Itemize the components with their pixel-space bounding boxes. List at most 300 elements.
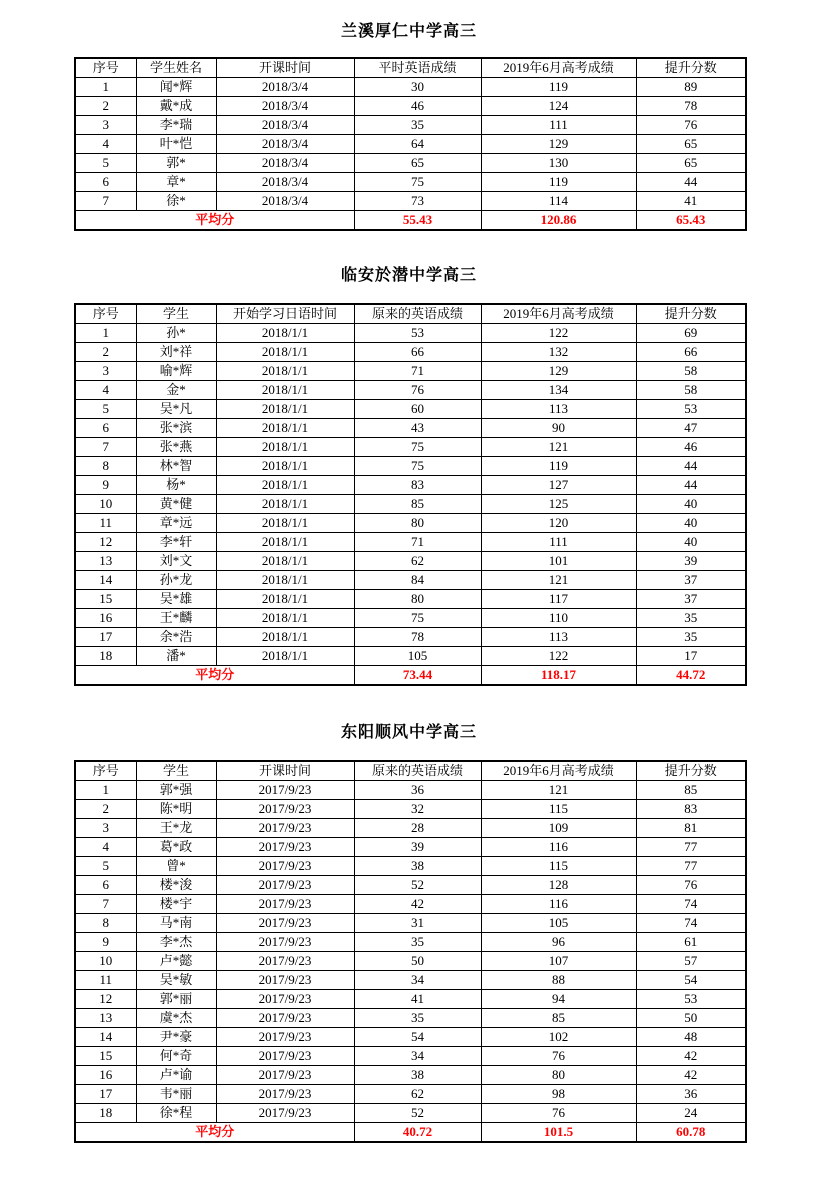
- cell: 111: [481, 533, 636, 552]
- cell: 98: [481, 1085, 636, 1104]
- cell: 何*奇: [136, 1047, 216, 1066]
- average-row: [75, 666, 746, 686]
- cell: 6: [75, 173, 136, 192]
- cell: 66: [636, 343, 746, 362]
- table-row: [75, 952, 746, 971]
- cell: 80: [481, 1066, 636, 1085]
- cell: 1: [75, 324, 136, 343]
- table-row: [75, 800, 746, 819]
- cell: 35: [354, 1009, 481, 1028]
- cell: 余*浩: [136, 628, 216, 647]
- cell: 127: [481, 476, 636, 495]
- table-title: 临安於潜中学高三: [340, 267, 477, 284]
- cell: 80: [354, 590, 481, 609]
- cell: 115: [481, 857, 636, 876]
- table-row: [75, 895, 746, 914]
- cell: 96: [481, 933, 636, 952]
- cell: 58: [636, 362, 746, 381]
- table-row: [75, 400, 746, 419]
- cell: 7: [75, 438, 136, 457]
- cell: 116: [481, 838, 636, 857]
- cell: 4: [75, 135, 136, 154]
- cell: 52: [354, 876, 481, 895]
- cell: 48: [636, 1028, 746, 1047]
- cell: 42: [354, 895, 481, 914]
- column-header: 2019年6月高考成绩: [481, 761, 636, 781]
- cell: 2017/9/23: [216, 781, 354, 800]
- cell: 121: [481, 438, 636, 457]
- cell: 74: [636, 895, 746, 914]
- cell: 孙*: [136, 324, 216, 343]
- cell: 章*远: [136, 514, 216, 533]
- cell: 76: [481, 1104, 636, 1123]
- table-row: [75, 343, 746, 362]
- cell: 2017/9/23: [216, 1066, 354, 1085]
- cell: 50: [354, 952, 481, 971]
- average-value: 120.86: [481, 211, 636, 231]
- cell: 116: [481, 895, 636, 914]
- table-row: [75, 647, 746, 666]
- cell: 2017/9/23: [216, 1047, 354, 1066]
- cell: 60: [354, 400, 481, 419]
- cell: 2017/9/23: [216, 990, 354, 1009]
- cell: 76: [636, 116, 746, 135]
- cell: 30: [354, 78, 481, 97]
- cell: 28: [354, 819, 481, 838]
- cell: 2017/9/23: [216, 952, 354, 971]
- cell: 12: [75, 533, 136, 552]
- cell: 83: [636, 800, 746, 819]
- cell: 52: [354, 1104, 481, 1123]
- cell: 18: [75, 647, 136, 666]
- table-row: [75, 419, 746, 438]
- cell: 35: [636, 609, 746, 628]
- column-header: 学生姓名: [136, 58, 216, 78]
- cell: 53: [636, 990, 746, 1009]
- cell: 109: [481, 819, 636, 838]
- cell: 2018/1/1: [216, 514, 354, 533]
- average-value: 40.72: [354, 1123, 481, 1143]
- average-value: 65.43: [636, 211, 746, 231]
- cell: 17: [75, 1085, 136, 1104]
- cell: 12: [75, 990, 136, 1009]
- cell: 37: [636, 571, 746, 590]
- cell: 2018/3/4: [216, 192, 354, 211]
- column-header: 平时英语成绩: [354, 58, 481, 78]
- cell: 76: [354, 381, 481, 400]
- column-header: 学生: [136, 761, 216, 781]
- cell: 13: [75, 1009, 136, 1028]
- cell: 楼*宇: [136, 895, 216, 914]
- cell: 2018/1/1: [216, 628, 354, 647]
- table-row: [75, 495, 746, 514]
- cell: 2018/1/1: [216, 609, 354, 628]
- cell: 105: [481, 914, 636, 933]
- cell: 58: [636, 381, 746, 400]
- average-label: 平均分: [75, 211, 354, 231]
- cell: 31: [354, 914, 481, 933]
- column-header: 开课时间: [216, 761, 354, 781]
- cell: 66: [354, 343, 481, 362]
- cell: 34: [354, 971, 481, 990]
- cell: 金*: [136, 381, 216, 400]
- column-header: 开始学习日语时间: [216, 304, 354, 324]
- cell: 76: [481, 1047, 636, 1066]
- cell: 18: [75, 1104, 136, 1123]
- table-row: [75, 514, 746, 533]
- cell: 6: [75, 876, 136, 895]
- column-header: 提升分数: [636, 304, 746, 324]
- cell: 44: [636, 457, 746, 476]
- cell: 喻*辉: [136, 362, 216, 381]
- cell: 75: [354, 609, 481, 628]
- cell: 85: [481, 1009, 636, 1028]
- cell: 35: [354, 116, 481, 135]
- cell: 71: [354, 533, 481, 552]
- cell: 李*瑞: [136, 116, 216, 135]
- table-row: [75, 324, 746, 343]
- table-row: [75, 876, 746, 895]
- cell: 64: [354, 135, 481, 154]
- cell: 2018/1/1: [216, 590, 354, 609]
- header-row: [75, 761, 746, 781]
- average-row: [75, 211, 746, 231]
- cell: 2018/1/1: [216, 647, 354, 666]
- cell: 2: [75, 800, 136, 819]
- score-table: [74, 57, 747, 231]
- cell: 2018/1/1: [216, 381, 354, 400]
- cell: 117: [481, 590, 636, 609]
- cell: 徐*: [136, 192, 216, 211]
- cell: 128: [481, 876, 636, 895]
- cell: 94: [481, 990, 636, 1009]
- cell: 134: [481, 381, 636, 400]
- cell: 9: [75, 933, 136, 952]
- cell: 2018/1/1: [216, 533, 354, 552]
- table-row: [75, 154, 746, 173]
- cell: 3: [75, 362, 136, 381]
- table-row: [75, 571, 746, 590]
- cell: 2018/1/1: [216, 495, 354, 514]
- table-row: [75, 609, 746, 628]
- cell: 77: [636, 838, 746, 857]
- cell: 郭*强: [136, 781, 216, 800]
- cell: 章*: [136, 173, 216, 192]
- cell: 2018/3/4: [216, 154, 354, 173]
- cell: 115: [481, 800, 636, 819]
- cell: 2018/3/4: [216, 78, 354, 97]
- table-wrapper: [74, 760, 747, 1143]
- cell: 54: [354, 1028, 481, 1047]
- cell: 楼*浚: [136, 876, 216, 895]
- cell: 35: [354, 933, 481, 952]
- cell: 124: [481, 97, 636, 116]
- table-wrapper: [74, 57, 747, 231]
- cell: 61: [636, 933, 746, 952]
- cell: 林*智: [136, 457, 216, 476]
- cell: 44: [636, 476, 746, 495]
- cell: 76: [636, 876, 746, 895]
- table-row: [75, 1028, 746, 1047]
- cell: 王*麟: [136, 609, 216, 628]
- cell: 2018/1/1: [216, 324, 354, 343]
- cell: 10: [75, 952, 136, 971]
- cell: 73: [354, 192, 481, 211]
- table-row: [75, 1085, 746, 1104]
- cell: 90: [481, 419, 636, 438]
- cell: 2018/3/4: [216, 116, 354, 135]
- cell: 110: [481, 609, 636, 628]
- cell: 3: [75, 819, 136, 838]
- cell: 78: [354, 628, 481, 647]
- cell: 2017/9/23: [216, 819, 354, 838]
- column-header: 提升分数: [636, 58, 746, 78]
- cell: 孙*龙: [136, 571, 216, 590]
- cell: 15: [75, 590, 136, 609]
- table-row: [75, 476, 746, 495]
- cell: 36: [354, 781, 481, 800]
- cell: 2018/3/4: [216, 135, 354, 154]
- cell: 40: [636, 495, 746, 514]
- cell: 13: [75, 552, 136, 571]
- cell: 尹*豪: [136, 1028, 216, 1047]
- cell: 2017/9/23: [216, 971, 354, 990]
- average-value: 60.78: [636, 1123, 746, 1143]
- column-header: 学生: [136, 304, 216, 324]
- cell: 刘*文: [136, 552, 216, 571]
- score-table: [74, 760, 747, 1143]
- cell: 24: [636, 1104, 746, 1123]
- cell: 41: [354, 990, 481, 1009]
- cell: 李*轩: [136, 533, 216, 552]
- cell: 16: [75, 609, 136, 628]
- cell: 2017/9/23: [216, 933, 354, 952]
- cell: 119: [481, 78, 636, 97]
- cell: 14: [75, 1028, 136, 1047]
- cell: 71: [354, 362, 481, 381]
- cell: 35: [636, 628, 746, 647]
- cell: 42: [636, 1047, 746, 1066]
- cell: 42: [636, 1066, 746, 1085]
- cell: 戴*成: [136, 97, 216, 116]
- cell: 57: [636, 952, 746, 971]
- cell: 53: [354, 324, 481, 343]
- cell: 10: [75, 495, 136, 514]
- cell: 107: [481, 952, 636, 971]
- cell: 11: [75, 971, 136, 990]
- cell: 吴*雄: [136, 590, 216, 609]
- cell: 2018/1/1: [216, 571, 354, 590]
- cell: 50: [636, 1009, 746, 1028]
- cell: 2017/9/23: [216, 1028, 354, 1047]
- cell: 37: [636, 590, 746, 609]
- cell: 129: [481, 135, 636, 154]
- cell: 吴*凡: [136, 400, 216, 419]
- cell: 36: [636, 1085, 746, 1104]
- cell: 84: [354, 571, 481, 590]
- cell: 65: [636, 154, 746, 173]
- cell: 2018/1/1: [216, 457, 354, 476]
- cell: 2: [75, 343, 136, 362]
- cell: 7: [75, 895, 136, 914]
- table-row: [75, 457, 746, 476]
- cell: 2017/9/23: [216, 800, 354, 819]
- column-header: 2019年6月高考成绩: [481, 304, 636, 324]
- cell: 75: [354, 457, 481, 476]
- cell: 2018/1/1: [216, 400, 354, 419]
- cell: 40: [636, 514, 746, 533]
- table-row: [75, 1009, 746, 1028]
- column-header: 2019年6月高考成绩: [481, 58, 636, 78]
- average-value: 118.17: [481, 666, 636, 686]
- cell: 2018/1/1: [216, 343, 354, 362]
- cell: 2017/9/23: [216, 857, 354, 876]
- cell: 虞*杰: [136, 1009, 216, 1028]
- cell: 14: [75, 571, 136, 590]
- cell: 卢*谕: [136, 1066, 216, 1085]
- cell: 杨*: [136, 476, 216, 495]
- cell: 119: [481, 173, 636, 192]
- table-row: [75, 781, 746, 800]
- cell: 46: [354, 97, 481, 116]
- average-value: 73.44: [354, 666, 481, 686]
- cell: 韦*丽: [136, 1085, 216, 1104]
- column-header: 提升分数: [636, 761, 746, 781]
- table-wrapper: [74, 303, 747, 686]
- cell: 62: [354, 1085, 481, 1104]
- score-table: [74, 303, 747, 686]
- cell: 王*龙: [136, 819, 216, 838]
- cell: 132: [481, 343, 636, 362]
- cell: 75: [354, 173, 481, 192]
- cell: 卢*懿: [136, 952, 216, 971]
- cell: 曾*: [136, 857, 216, 876]
- header-row: [75, 58, 746, 78]
- cell: 2017/9/23: [216, 895, 354, 914]
- cell: 47: [636, 419, 746, 438]
- table-row: [75, 590, 746, 609]
- cell: 7: [75, 192, 136, 211]
- cell: 张*燕: [136, 438, 216, 457]
- cell: 75: [354, 438, 481, 457]
- column-header: 序号: [75, 58, 136, 78]
- table-title: 兰溪厚仁中学高三: [340, 23, 477, 40]
- cell: 2018/1/1: [216, 419, 354, 438]
- cell: 85: [636, 781, 746, 800]
- average-row: [75, 1123, 746, 1143]
- cell: 2: [75, 97, 136, 116]
- cell: 113: [481, 628, 636, 647]
- cell: 120: [481, 514, 636, 533]
- cell: 43: [354, 419, 481, 438]
- cell: 2018/1/1: [216, 362, 354, 381]
- table-row: [75, 933, 746, 952]
- cell: 陈*明: [136, 800, 216, 819]
- cell: 4: [75, 381, 136, 400]
- cell: 130: [481, 154, 636, 173]
- table-row: [75, 552, 746, 571]
- cell: 1: [75, 78, 136, 97]
- cell: 11: [75, 514, 136, 533]
- cell: 121: [481, 571, 636, 590]
- cell: 郭*丽: [136, 990, 216, 1009]
- cell: 65: [636, 135, 746, 154]
- average-value: 55.43: [354, 211, 481, 231]
- cell: 6: [75, 419, 136, 438]
- cell: 潘*: [136, 647, 216, 666]
- cell: 5: [75, 400, 136, 419]
- cell: 121: [481, 781, 636, 800]
- table-row: [75, 533, 746, 552]
- cell: 83: [354, 476, 481, 495]
- cell: 2017/9/23: [216, 876, 354, 895]
- cell: 2018/3/4: [216, 97, 354, 116]
- cell: 2017/9/23: [216, 914, 354, 933]
- cell: 41: [636, 192, 746, 211]
- cell: 77: [636, 857, 746, 876]
- cell: 闻*辉: [136, 78, 216, 97]
- cell: 101: [481, 552, 636, 571]
- cell: 129: [481, 362, 636, 381]
- cell: 65: [354, 154, 481, 173]
- table-row: [75, 97, 746, 116]
- cell: 8: [75, 457, 136, 476]
- header-row: [75, 304, 746, 324]
- cell: 38: [354, 1066, 481, 1085]
- cell: 113: [481, 400, 636, 419]
- cell: 黄*健: [136, 495, 216, 514]
- cell: 2018/1/1: [216, 476, 354, 495]
- cell: 2018/1/1: [216, 438, 354, 457]
- cell: 2018/3/4: [216, 173, 354, 192]
- average-label: 平均分: [75, 666, 354, 686]
- cell: 78: [636, 97, 746, 116]
- cell: 62: [354, 552, 481, 571]
- cell: 39: [354, 838, 481, 857]
- cell: 李*杰: [136, 933, 216, 952]
- column-header: 原来的英语成绩: [354, 761, 481, 781]
- cell: 105: [354, 647, 481, 666]
- column-header: 开课时间: [216, 58, 354, 78]
- table-title: 东阳顺风中学高三: [340, 724, 477, 741]
- cell: 刘*祥: [136, 343, 216, 362]
- cell: 2017/9/23: [216, 838, 354, 857]
- cell: 74: [636, 914, 746, 933]
- cell: 81: [636, 819, 746, 838]
- table-row: [75, 971, 746, 990]
- cell: 叶*恺: [136, 135, 216, 154]
- cell: 44: [636, 173, 746, 192]
- column-header: 序号: [75, 304, 136, 324]
- cell: 38: [354, 857, 481, 876]
- cell: 40: [636, 533, 746, 552]
- column-header: 序号: [75, 761, 136, 781]
- table-row: [75, 838, 746, 857]
- cell: 2017/9/23: [216, 1085, 354, 1104]
- cell: 1: [75, 781, 136, 800]
- table-row: [75, 914, 746, 933]
- cell: 53: [636, 400, 746, 419]
- cell: 郭*: [136, 154, 216, 173]
- cell: 9: [75, 476, 136, 495]
- cell: 2018/1/1: [216, 552, 354, 571]
- table-row: [75, 192, 746, 211]
- cell: 46: [636, 438, 746, 457]
- table-row: [75, 438, 746, 457]
- table-row: [75, 381, 746, 400]
- table-row: [75, 78, 746, 97]
- table-row: [75, 857, 746, 876]
